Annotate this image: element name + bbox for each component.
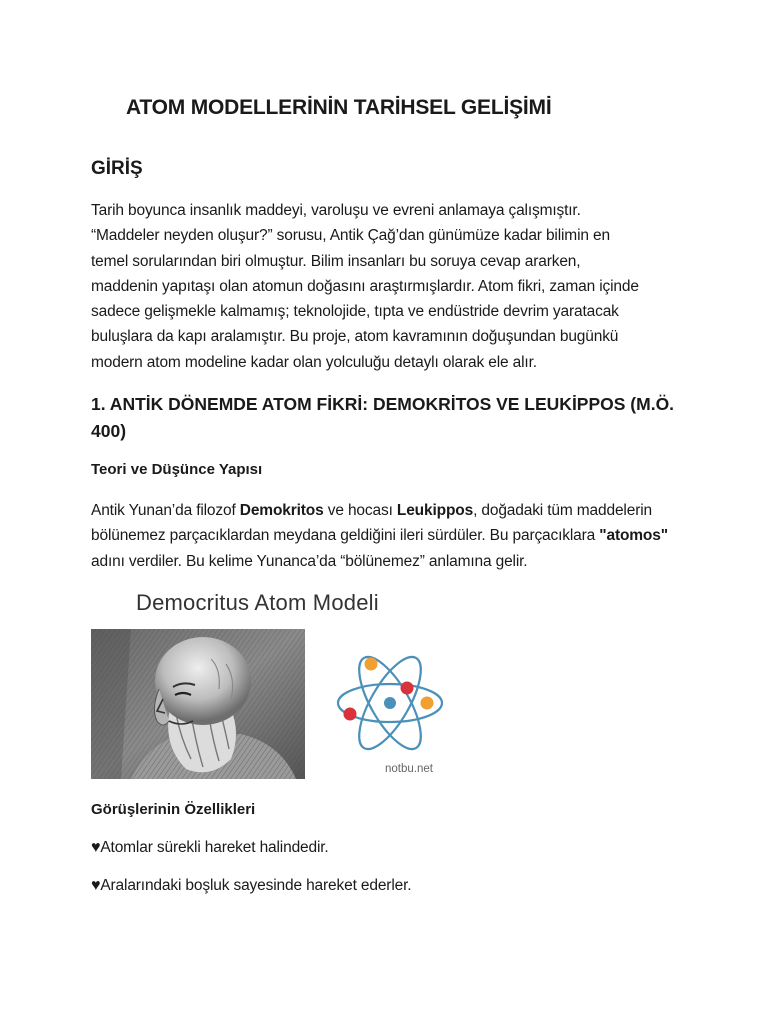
atom-model-icon — [332, 650, 448, 756]
document-title: ATOM MODELLERİNİN TARİHSEL GELİŞİMİ — [126, 96, 552, 119]
name-leukippos: Leukippos — [396, 502, 474, 519]
intro-heading: GİRİŞ — [91, 158, 143, 179]
name-demokritos: Demokritos — [239, 502, 324, 519]
democritus-portrait-image — [91, 629, 305, 779]
views-subheading: Görüşlerinin Özellikleri — [91, 801, 256, 818]
intro-line: modern atom modeline kadar olan yolculuğu detaylı olarak ele alır. — [91, 353, 537, 371]
intro-line: buluşlara da kapı aralamıştır. Bu proje, atom kavramının doğuşundan bugünkü — [91, 328, 619, 346]
image-credit: notbu.net — [385, 763, 433, 775]
paragraph-text: , doğadaki tüm maddelerin bölünemez parçacıklardan meydana geldiğini ileri sürdüler. Bu parçacıklara — [91, 502, 652, 545]
intro-line: temel sorularından biri olmuştur. Bilim insanları bu soruya cevap ararken, — [91, 252, 581, 270]
theory-subheading: Teori ve Düşünce Yapısı — [91, 461, 263, 478]
bullet-text: Atomlar sürekli hareket halindedir. — [100, 839, 329, 856]
intro-line: “Maddeler neyden oluşur?” sorusu, Antik Çağ’dan günümüze kadar bilimin en — [91, 227, 610, 245]
intro-line: sadece gelişmekle kalmamış; teknolojide, tıpta ve endüstride devrim yaratacak — [91, 303, 619, 321]
heart-icon: ♥ — [91, 877, 101, 894]
figure-caption: Democritus Atom Modeli — [136, 590, 379, 615]
intro-line: maddenin yapıtaşı olan atomun doğasını araştırmışlardır. Atom fikri, zaman içinde — [91, 277, 639, 295]
democritus-paragraph — [91, 498, 691, 574]
paragraph-text: Antik Yunan’da filozof — [91, 502, 240, 519]
paragraph-text: adını verdiler. Bu kelime Yunanca’da “bölünemez” anlamına gelir. — [91, 552, 528, 570]
intro-paragraph — [91, 198, 691, 375]
heart-icon: ♥ — [91, 839, 101, 856]
bullet-item — [91, 839, 329, 857]
term-atomos: "atomos" — [599, 527, 668, 545]
intro-line: Tarih boyunca insanlık maddeyi, varoluşu ve evreni anlamaya çalışmıştır. — [91, 202, 581, 219]
section-1-heading: 1. ANTİK DÖNEMDE ATOM FİKRİ: DEMOKRİTOS VE LEUKİPPOS (M.Ö. 400) — [91, 394, 675, 441]
paragraph-text: ve hocası — [323, 502, 397, 519]
bullet-text: Aralarındaki boşluk sayesinde hareket ederler. — [100, 877, 412, 894]
bullet-item — [91, 877, 411, 895]
